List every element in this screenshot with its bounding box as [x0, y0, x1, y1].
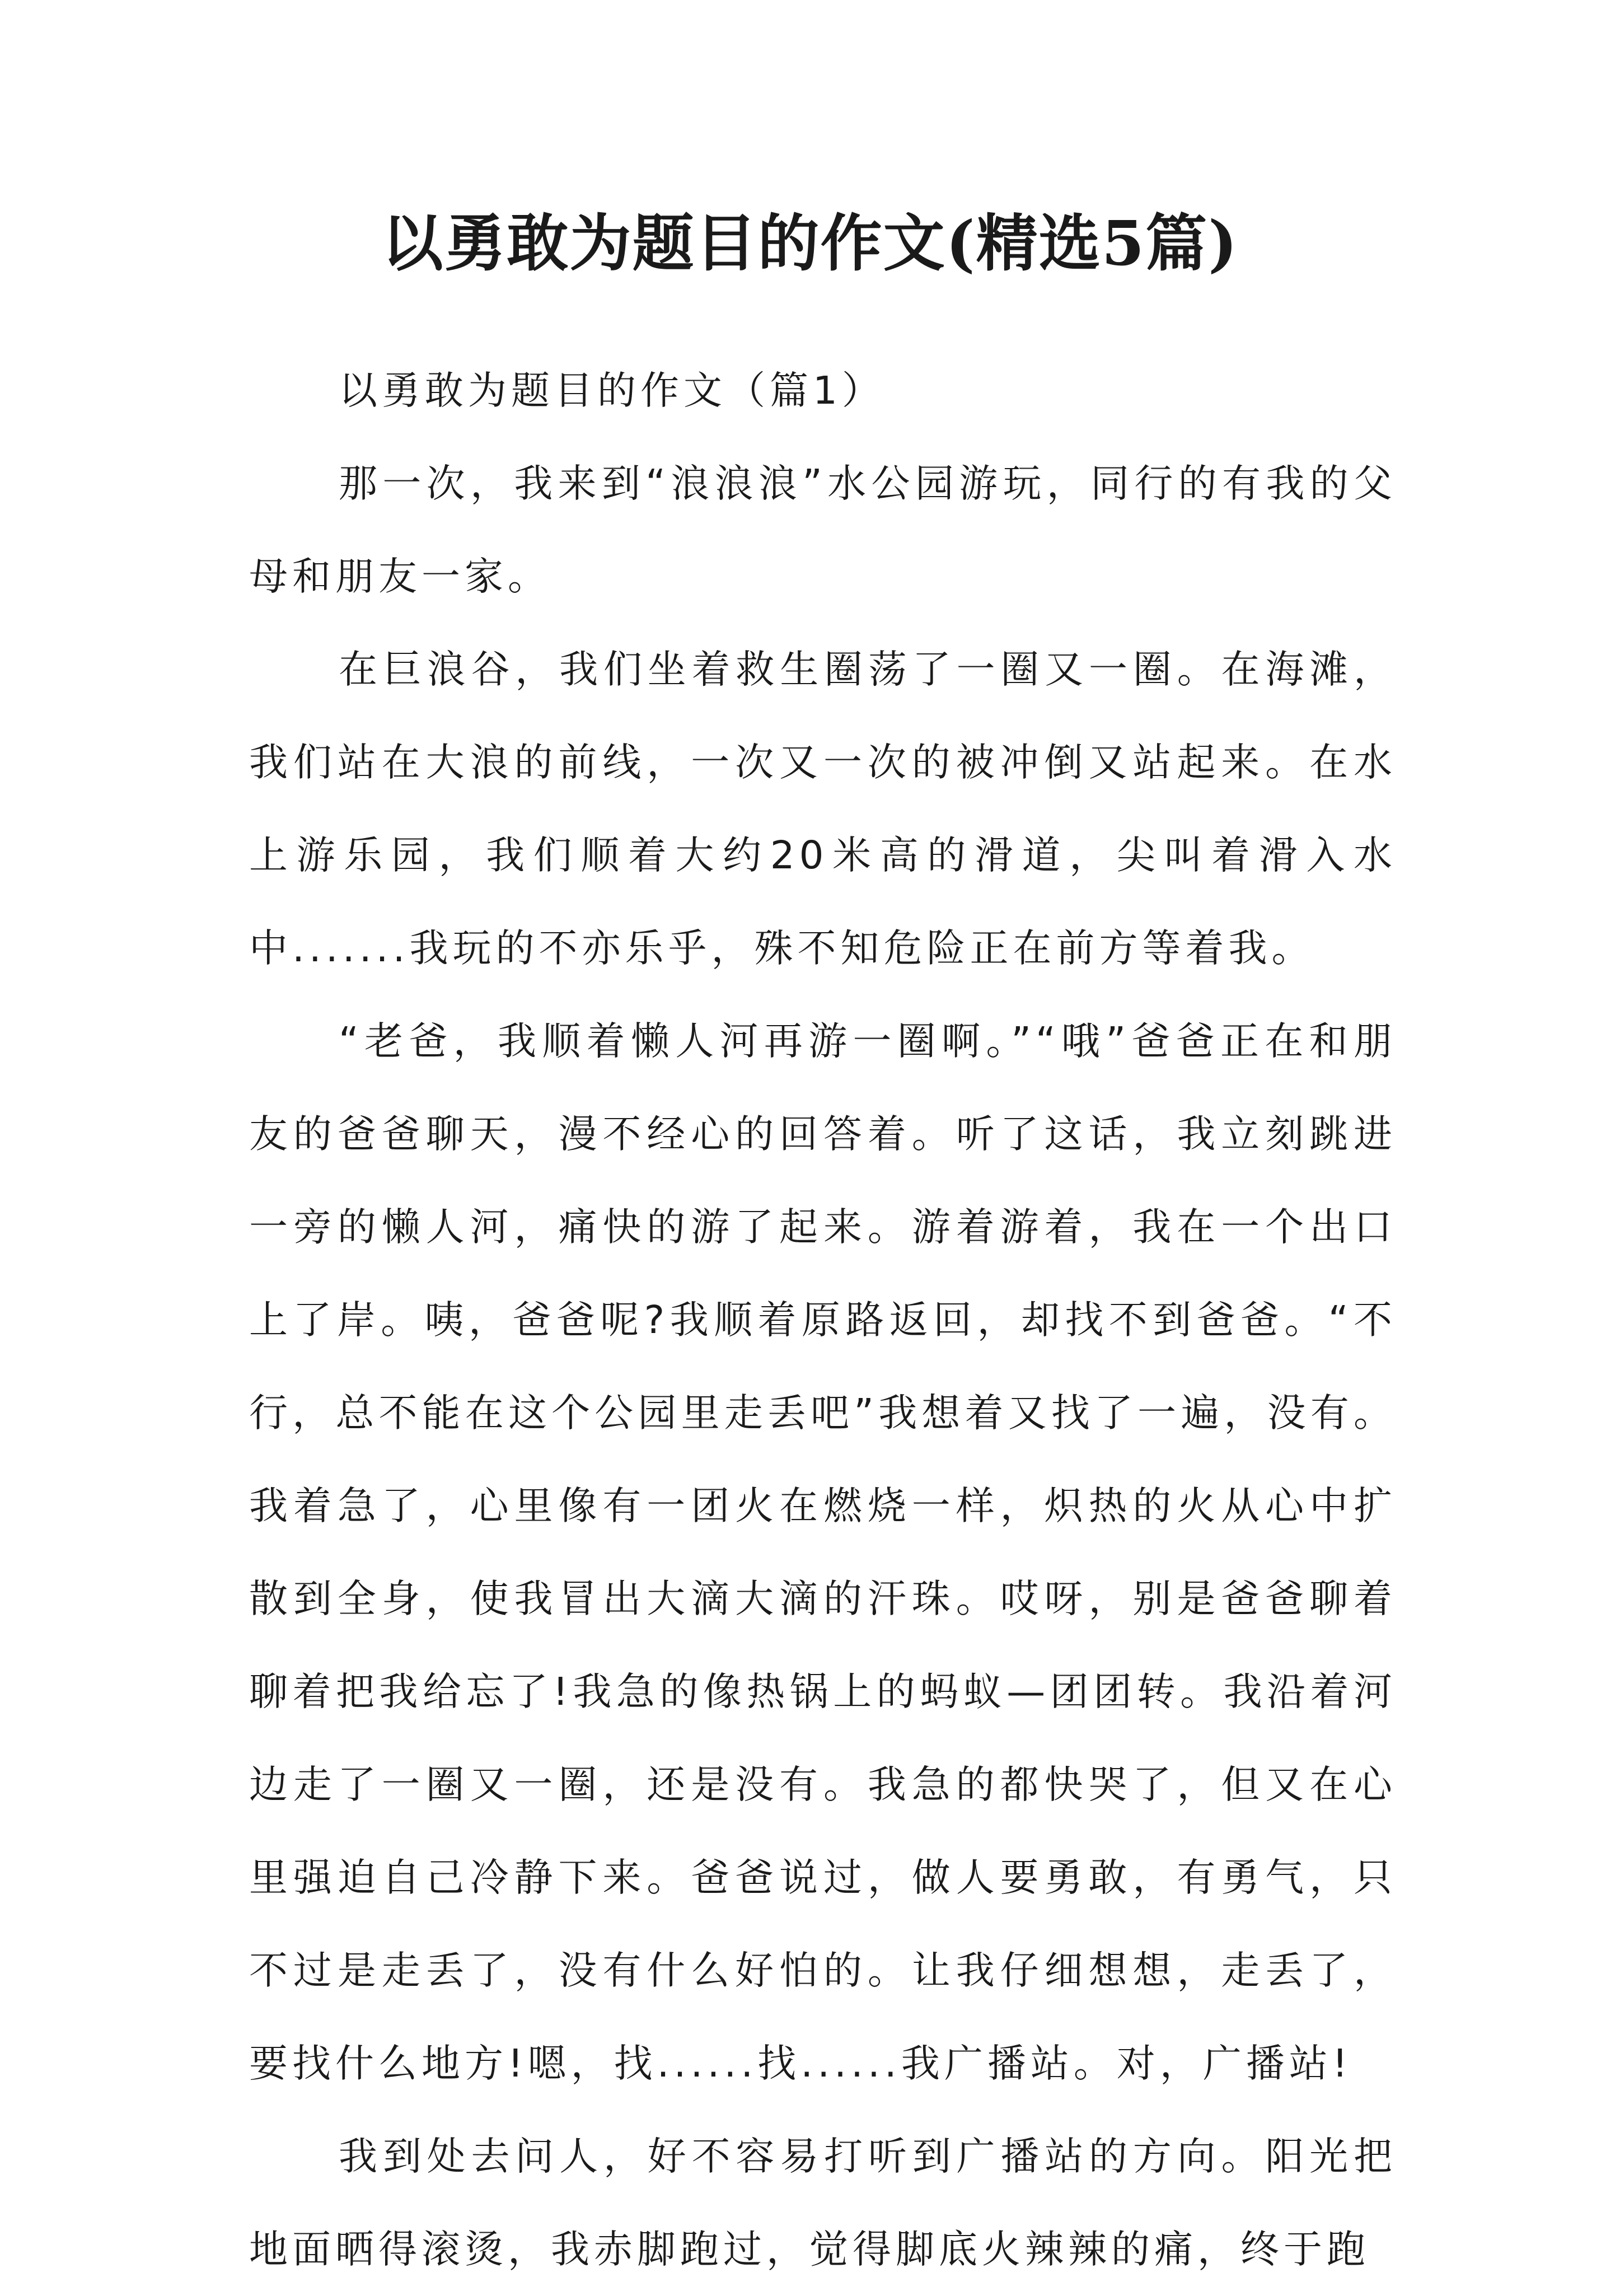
- section-heading: 以勇敢为题目的作文（篇1）: [339, 368, 885, 413]
- paragraph: 我到处去问人，好不容易打听到广播站的方向。阳光把地面晒得滚烫，我赤脚跑过，觉得脚底火辣辣的痛，终于跑: [249, 2134, 1397, 2272]
- paragraph: “老爸，我顺着懒人河再游一圈啊。”“哦”爸爸正在和朋友的爸爸聊天，漫不经心的回答着。听了这话，我立刻跳进一旁的懒人河，痛快的游了起来。游着游着，我在一个出口上了岸。咦，爸爸呢?我顺着原路返回，却找不到爸爸。“不行，总不能在这个公园里走丢吧”我想着又找了一遍，没有。我着急了，心里像有一团火在燃烧一样，炽热的火从心中扩散到全身，使我冒出大滴大滴的汗珠。哎呀，别是爸爸聊着聊着把我给忘了!我急的像热锅上的蚂蚁—团团转。我沿着河边走了一圈又一圈，还是没有。我急的都快哭了，但又在心里强迫自己冷静下来。爸爸说过，做人要勇敢，有勇气，只不过是走丢了，没有什么好怕的。让我仔细想想，走丢了，要找什么地方!嗯，找......找......我广播站。对，广播站!: [249, 1019, 1397, 2086]
- document-body: [249, 344, 1397, 2296]
- paragraph: 那一次，我来到“浪浪浪”水公园游玩，同行的有我的父母和朋友一家。: [249, 461, 1397, 599]
- paragraph: 在巨浪谷，我们坐着救生圈荡了一圈又一圈。在海滩，我们站在大浪的前线，一次又一次的被冲倒又站起来。在水上游乐园，我们顺着大约20米高的滑道，尖叫着滑入水中.......我玩的不亦乐乎，殊不知危险正在前方等着我。: [249, 647, 1397, 971]
- document-title: 以勇敢为题目的作文(精选5篇): [381, 207, 1239, 279]
